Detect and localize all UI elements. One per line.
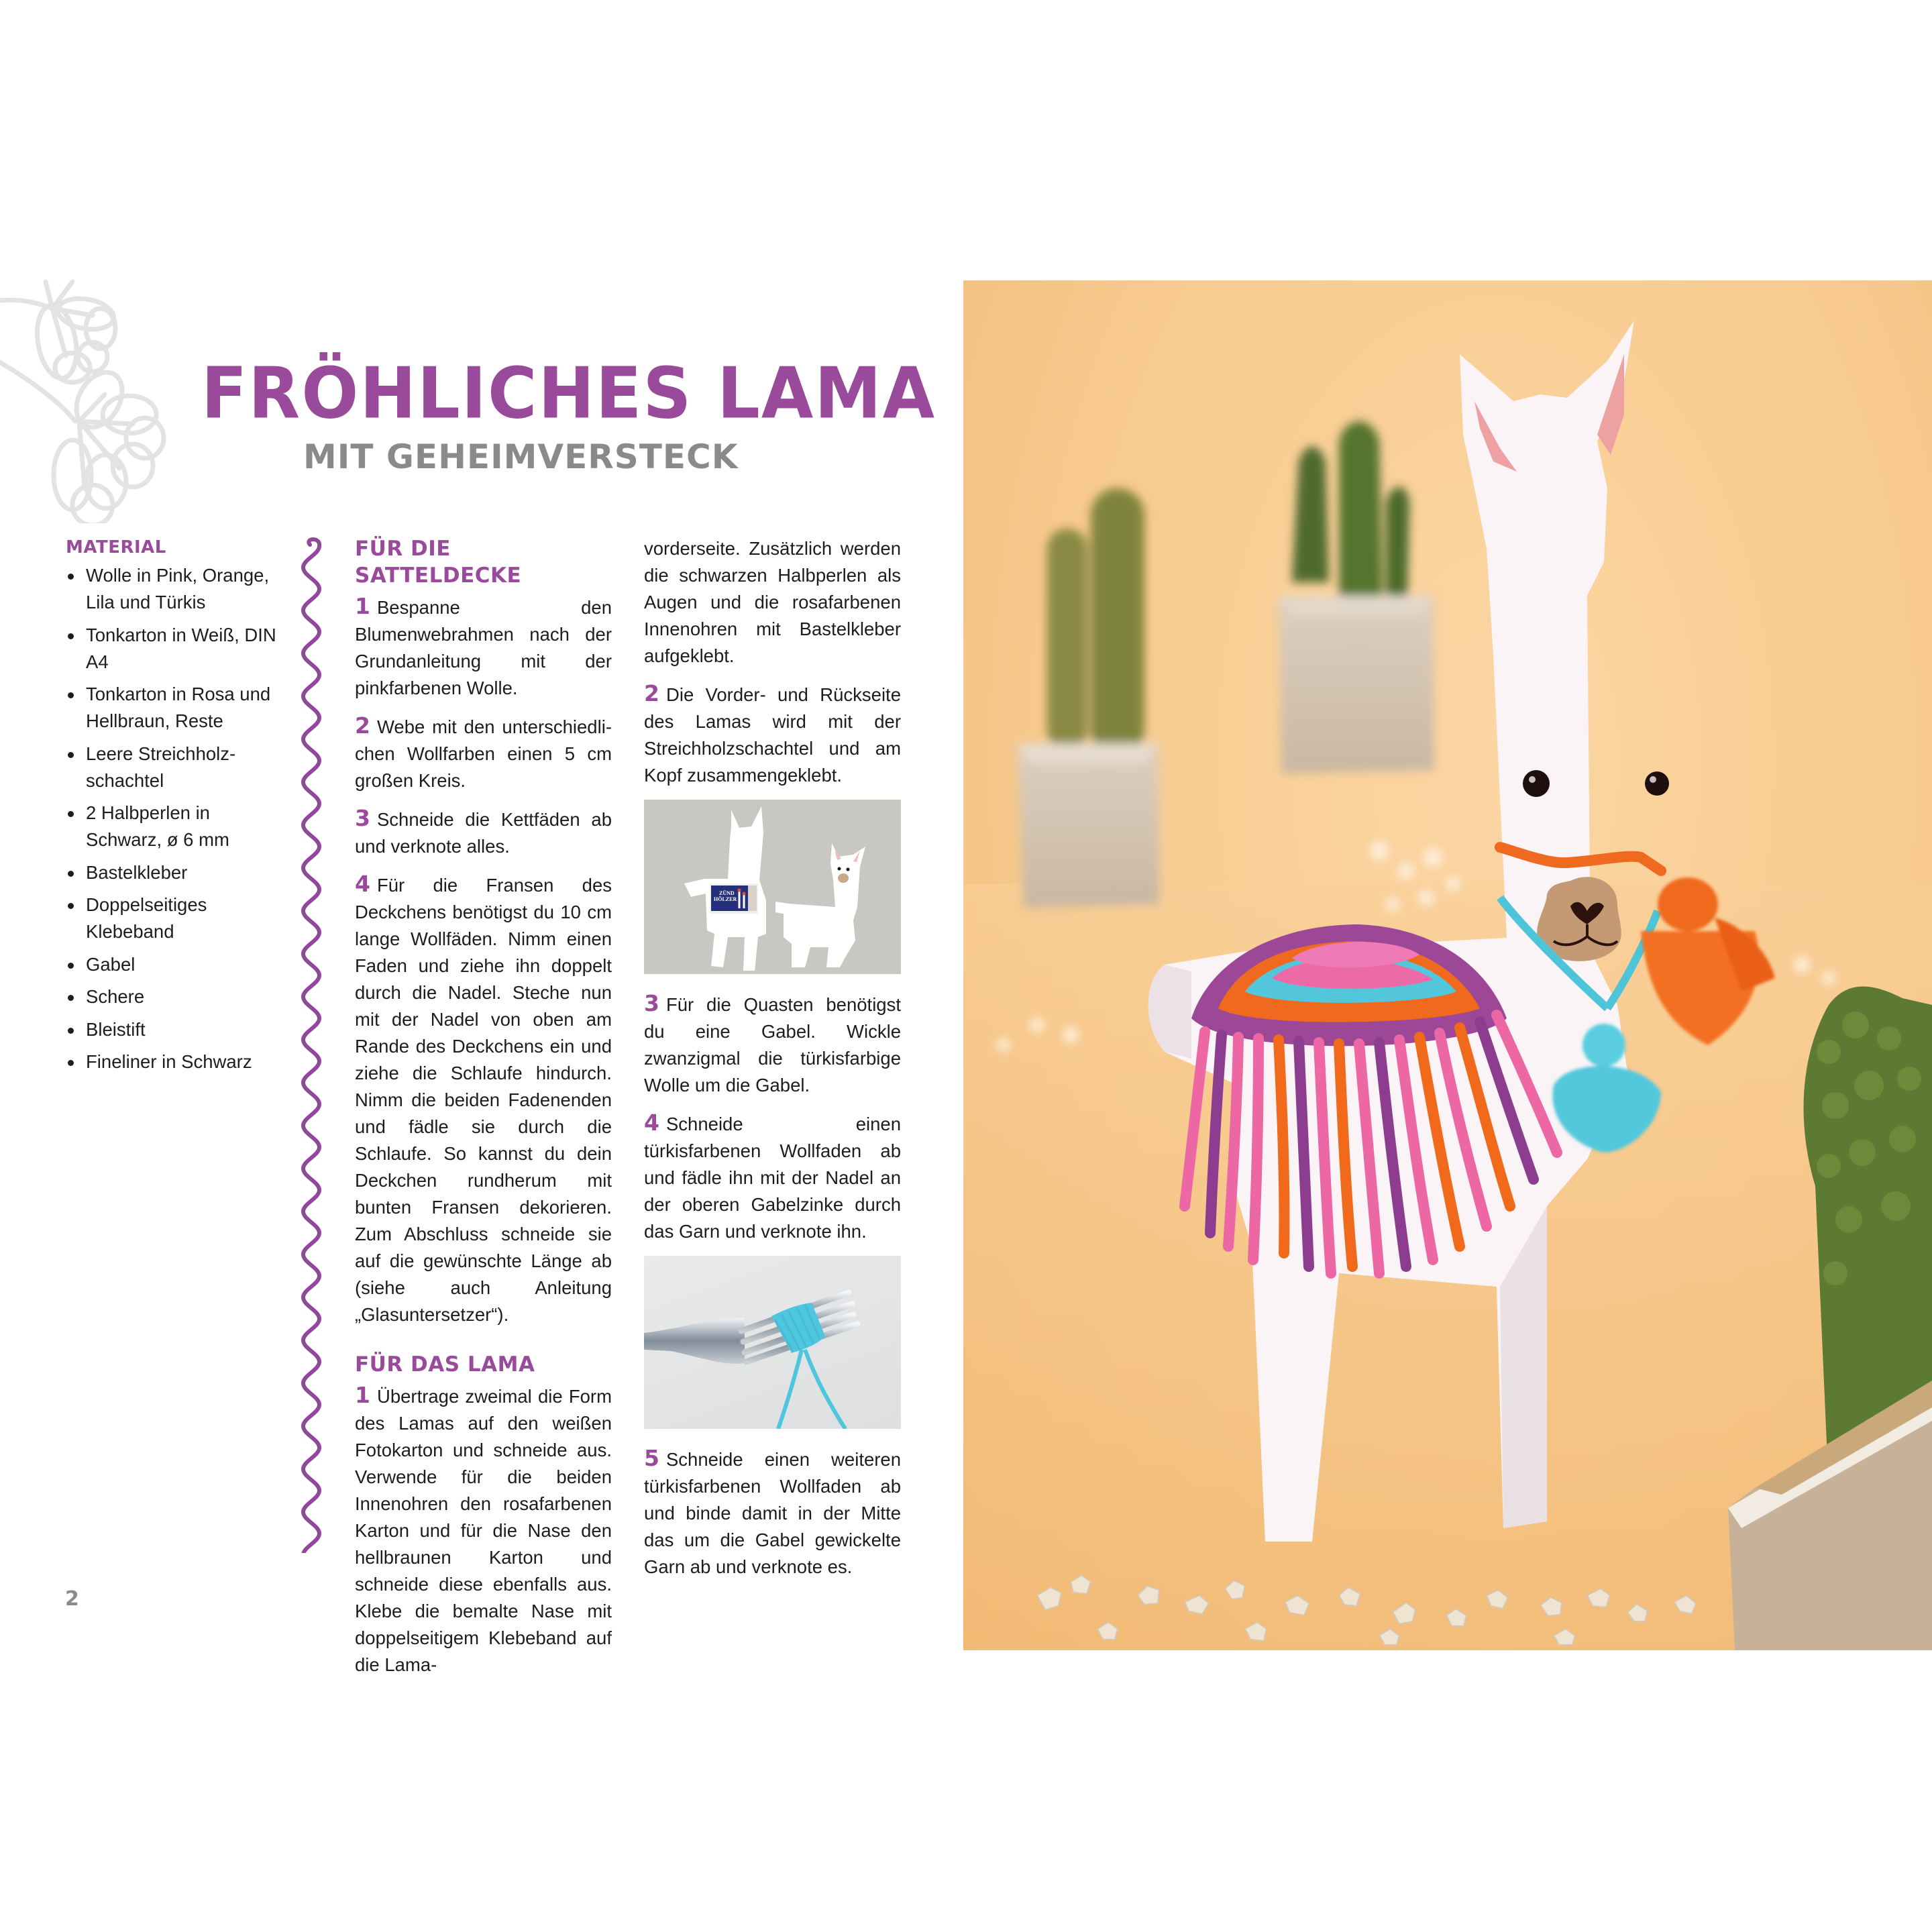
lama-step-1-continued: vorderseite. Zusätzlich werden die schwarzen Halbperlen als Augen und die rosafarbenen Innenohren mit Bastelkleber aufgeklebt.: [644, 538, 901, 666]
svg-text:HÖLZER: HÖLZER: [714, 896, 737, 902]
page-number: 2: [65, 1587, 79, 1611]
material-item: Wolle in Pink, Orange, Lila und Türkis: [66, 562, 280, 616]
material-item: Fineliner in Schwarz: [66, 1049, 280, 1075]
material-item: Gabel: [66, 951, 280, 978]
step-number: 2: [644, 680, 659, 706]
lama-step-5: 5 Schneide einen weiteren türkisfarbenen Wollfaden ab und binde damit in der Mitte das um die Gabel gewickelte Garn ab und verknote es.: [644, 1445, 901, 1577]
step-number: 2: [355, 712, 370, 739]
material-heading: MATERIAL: [66, 537, 166, 557]
lama-step-4: 4 Schneide einen türkisfarbenen Wollfaden ab und fädle ihn mit der Nadel an der oberen Gabelzinke durch das Garn und verknote ihn.: [644, 1110, 901, 1242]
svg-text:ZÜND: ZÜND: [719, 890, 735, 896]
llama-craft-photo-illustration: [963, 280, 1932, 1650]
satteldecke-step-3: 3 Schneide die Kettfäden ab und verknote alles.: [355, 805, 612, 857]
satteldecke-step-1: 1 Bespanne den Blumenwebrahmen nach der Grundanleitung mit der pinkfarbenen Wolle.: [355, 593, 612, 698]
step-number: 1: [355, 593, 370, 619]
step-number: 3: [644, 990, 659, 1016]
page-title: FRÖHLICHES LAMA: [201, 352, 936, 435]
material-item: Bleistift: [66, 1016, 280, 1043]
step-number: 4: [355, 871, 370, 897]
instructions-column-3: [644, 535, 901, 1591]
step-photo-llama-cutouts: [644, 800, 901, 974]
material-list: [66, 562, 280, 1075]
material-item: Leere Streichholzschachtel: [66, 741, 280, 794]
step-number: 3: [355, 805, 370, 831]
lama-step-2: 2 Die Vorder- und Rückseite des Lamas wird mit der Streichholzschachtel und am Kopf zusammengeklebt.: [644, 680, 901, 786]
material-item: Doppelseitiges Klebeband: [66, 892, 280, 945]
fork-with-yarn-illustration: [644, 1256, 901, 1429]
page-subtitle: MIT GEHEIMVERSTECK: [303, 437, 739, 476]
material-item: Bastelkleber: [66, 859, 280, 886]
material-item: Schere: [66, 983, 280, 1010]
material-item: Tonkarton in Weiß, DIN A4: [66, 622, 280, 676]
lama-step-3: 3 Für die Quasten benötigst du eine Gabel. Wickle zwanzigmal die türkisfarbige Wolle um die Gabel.: [644, 990, 901, 1095]
lama-heading: FÜR DAS LAMA: [355, 1352, 535, 1377]
step-number: 4: [644, 1110, 659, 1136]
material-item: 2 Halbperlen in Schwarz, ø 6 mm: [66, 800, 280, 853]
hero-photo-llama: [963, 280, 1932, 1650]
lama-step-1: 1 Übertrage zweimal die Form des Lamas auf den weißen Fotokarton und schneide aus. Verwende für die beiden Innenohren den rosafarbenen Karton und für die Nase den hellbraunen Karton und schneide diese ebenfalls aus. Klebe die bemalte Nase mit doppelseitigem Klebeband auf die Lama-: [355, 1382, 612, 1675]
instructions-column-2: [355, 535, 612, 1689]
llama-cutouts-illustration: [644, 800, 901, 974]
step-number: 1: [355, 1382, 370, 1408]
material-column: [66, 535, 280, 1081]
wavy-divider-icon: [295, 537, 329, 1553]
satteldecke-heading: FÜR DIE SATTELDECKE: [355, 537, 522, 588]
step-number: 5: [644, 1445, 659, 1471]
satteldecke-step-2: 2 Webe mit den unterschiedlichen Wollfarben einen 5 cm großen Kreis.: [355, 712, 612, 791]
satteldecke-step-4: 4 Für die Fransen des Deckchens benötigst du 10 cm lange Wollfäden. Nimm einen Faden und ziehe ihn doppelt durch die Nadel. Steche nun mit der Nadel von oben am Rande des Deckchens ein und ziehe die Schlaufe hindurch. Nimm die beiden Fadenenden und fädle sie durch die Schlaufe. So kannst du dein Deckchen rundherum mit bunten Fransen dekorieren. Zum Abschluss schneide sie auf die gewünschte Länge ab (siehe auch Anleitung „Glasuntersetzer“).: [355, 871, 612, 1325]
material-item: Tonkarton in Rosa und Hellbraun, Reste: [66, 681, 280, 735]
step-photo-fork-tassel: [644, 1256, 901, 1429]
flower-decoration-icon: [0, 268, 174, 523]
